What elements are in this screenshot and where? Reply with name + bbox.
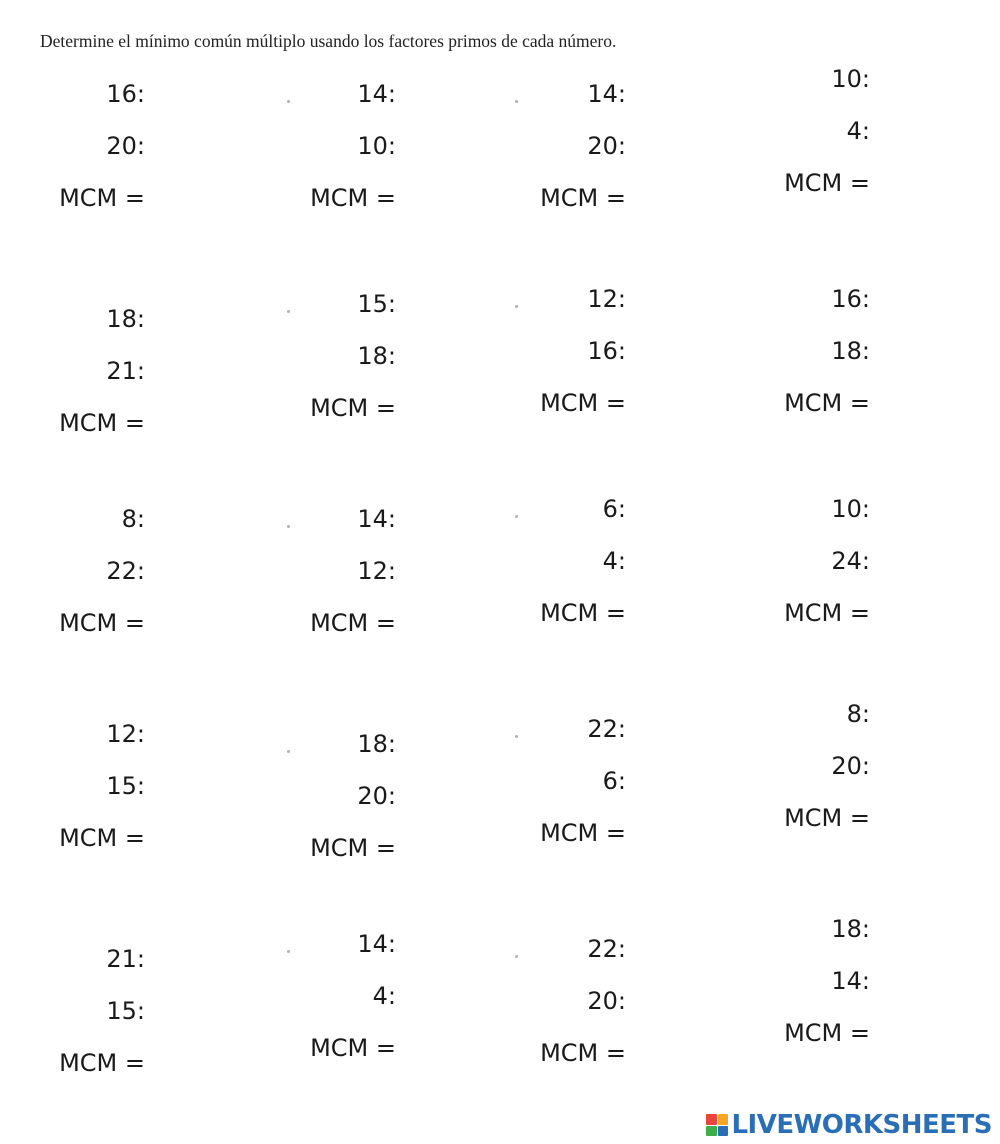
first-number: 21: — [106, 945, 145, 973]
logo-tile — [718, 1114, 729, 1125]
faint-dot — [287, 750, 290, 753]
second-number: 4: — [372, 982, 396, 1010]
first-number: 14: — [357, 505, 396, 533]
mcm-label: MCM = — [310, 1034, 396, 1062]
second-number: 21: — [106, 357, 145, 385]
faint-dot — [515, 515, 518, 518]
second-number: 15: — [106, 997, 145, 1025]
second-number: 20: — [357, 782, 396, 810]
second-number: 20: — [106, 132, 145, 160]
mcm-problem — [720, 285, 870, 419]
mcm-problem — [476, 495, 626, 629]
mcm-problem — [720, 65, 870, 199]
mcm-problem — [0, 720, 145, 854]
mcm-label: MCM = — [310, 834, 396, 862]
mcm-problem — [246, 930, 396, 1064]
second-number: 20: — [831, 752, 870, 780]
mcm-label: MCM = — [784, 804, 870, 832]
mcm-label: MCM = — [59, 1049, 145, 1077]
first-number: 8: — [121, 505, 145, 533]
second-number: 20: — [587, 987, 626, 1015]
first-number: 12: — [106, 720, 145, 748]
mcm-label: MCM = — [540, 389, 626, 417]
mcm-label: MCM = — [784, 1019, 870, 1047]
mcm-problem — [720, 915, 870, 1049]
second-number: 4: — [846, 117, 870, 145]
mcm-label: MCM = — [784, 389, 870, 417]
first-number: 6: — [602, 495, 626, 523]
second-number: 18: — [357, 342, 396, 370]
mcm-problem — [476, 80, 626, 214]
mcm-problem — [0, 80, 145, 214]
mcm-label: MCM = — [784, 599, 870, 627]
mcm-problem — [246, 80, 396, 214]
mcm-label: MCM = — [59, 824, 145, 852]
second-number: 10: — [357, 132, 396, 160]
mcm-label: MCM = — [59, 609, 145, 637]
faint-dot — [515, 100, 518, 103]
mcm-problem — [476, 715, 626, 849]
mcm-problem — [246, 290, 396, 424]
brand-name: LIVEWORKSHEETS — [731, 1110, 992, 1140]
first-number: 12: — [587, 285, 626, 313]
first-number: 15: — [357, 290, 396, 318]
mcm-problem — [246, 730, 396, 864]
mcm-label: MCM = — [540, 819, 626, 847]
mcm-label: MCM = — [540, 1039, 626, 1067]
second-number: 15: — [106, 772, 145, 800]
mcm-label: MCM = — [540, 184, 626, 212]
faint-dot — [287, 310, 290, 313]
instruction-text: Determine el mínimo común múltiplo usando los factores primos de cada número. — [40, 31, 617, 51]
second-number: 18: — [831, 337, 870, 365]
logo-tile — [706, 1126, 717, 1137]
liveworksheets-brand — [706, 1110, 992, 1140]
first-number: 8: — [846, 700, 870, 728]
second-number: 12: — [357, 557, 396, 585]
mcm-label: MCM = — [59, 409, 145, 437]
second-number: 4: — [602, 547, 626, 575]
mcm-problem — [720, 700, 870, 834]
first-number: 22: — [587, 715, 626, 743]
mcm-problem — [0, 505, 145, 639]
faint-dot — [287, 525, 290, 528]
mcm-label: MCM = — [59, 184, 145, 212]
second-number: 20: — [587, 132, 626, 160]
faint-dot — [287, 100, 290, 103]
first-number: 10: — [831, 65, 870, 93]
second-number: 6: — [602, 767, 626, 795]
first-number: 14: — [357, 80, 396, 108]
first-number: 14: — [587, 80, 626, 108]
mcm-label: MCM = — [784, 169, 870, 197]
second-number: 24: — [831, 547, 870, 575]
mcm-problem — [246, 505, 396, 639]
first-number: 16: — [831, 285, 870, 313]
faint-dot — [515, 955, 518, 958]
faint-dot — [515, 305, 518, 308]
second-number: 16: — [587, 337, 626, 365]
mcm-problem — [720, 495, 870, 629]
mcm-label: MCM = — [310, 184, 396, 212]
liveworksheets-logo-icon — [706, 1114, 728, 1136]
mcm-label: MCM = — [310, 394, 396, 422]
first-number: 18: — [106, 305, 145, 333]
first-number: 22: — [587, 935, 626, 963]
faint-dot — [287, 950, 290, 953]
logo-tile — [718, 1126, 729, 1137]
second-number: 14: — [831, 967, 870, 995]
first-number: 14: — [357, 930, 396, 958]
second-number: 22: — [106, 557, 145, 585]
first-number: 18: — [831, 915, 870, 943]
first-number: 18: — [357, 730, 396, 758]
mcm-problem — [476, 285, 626, 419]
mcm-label: MCM = — [540, 599, 626, 627]
logo-tile — [706, 1114, 717, 1125]
mcm-problem — [476, 935, 626, 1069]
first-number: 16: — [106, 80, 145, 108]
mcm-problem — [0, 305, 145, 439]
first-number: 10: — [831, 495, 870, 523]
faint-dot — [515, 735, 518, 738]
mcm-problem — [0, 945, 145, 1079]
mcm-label: MCM = — [310, 609, 396, 637]
